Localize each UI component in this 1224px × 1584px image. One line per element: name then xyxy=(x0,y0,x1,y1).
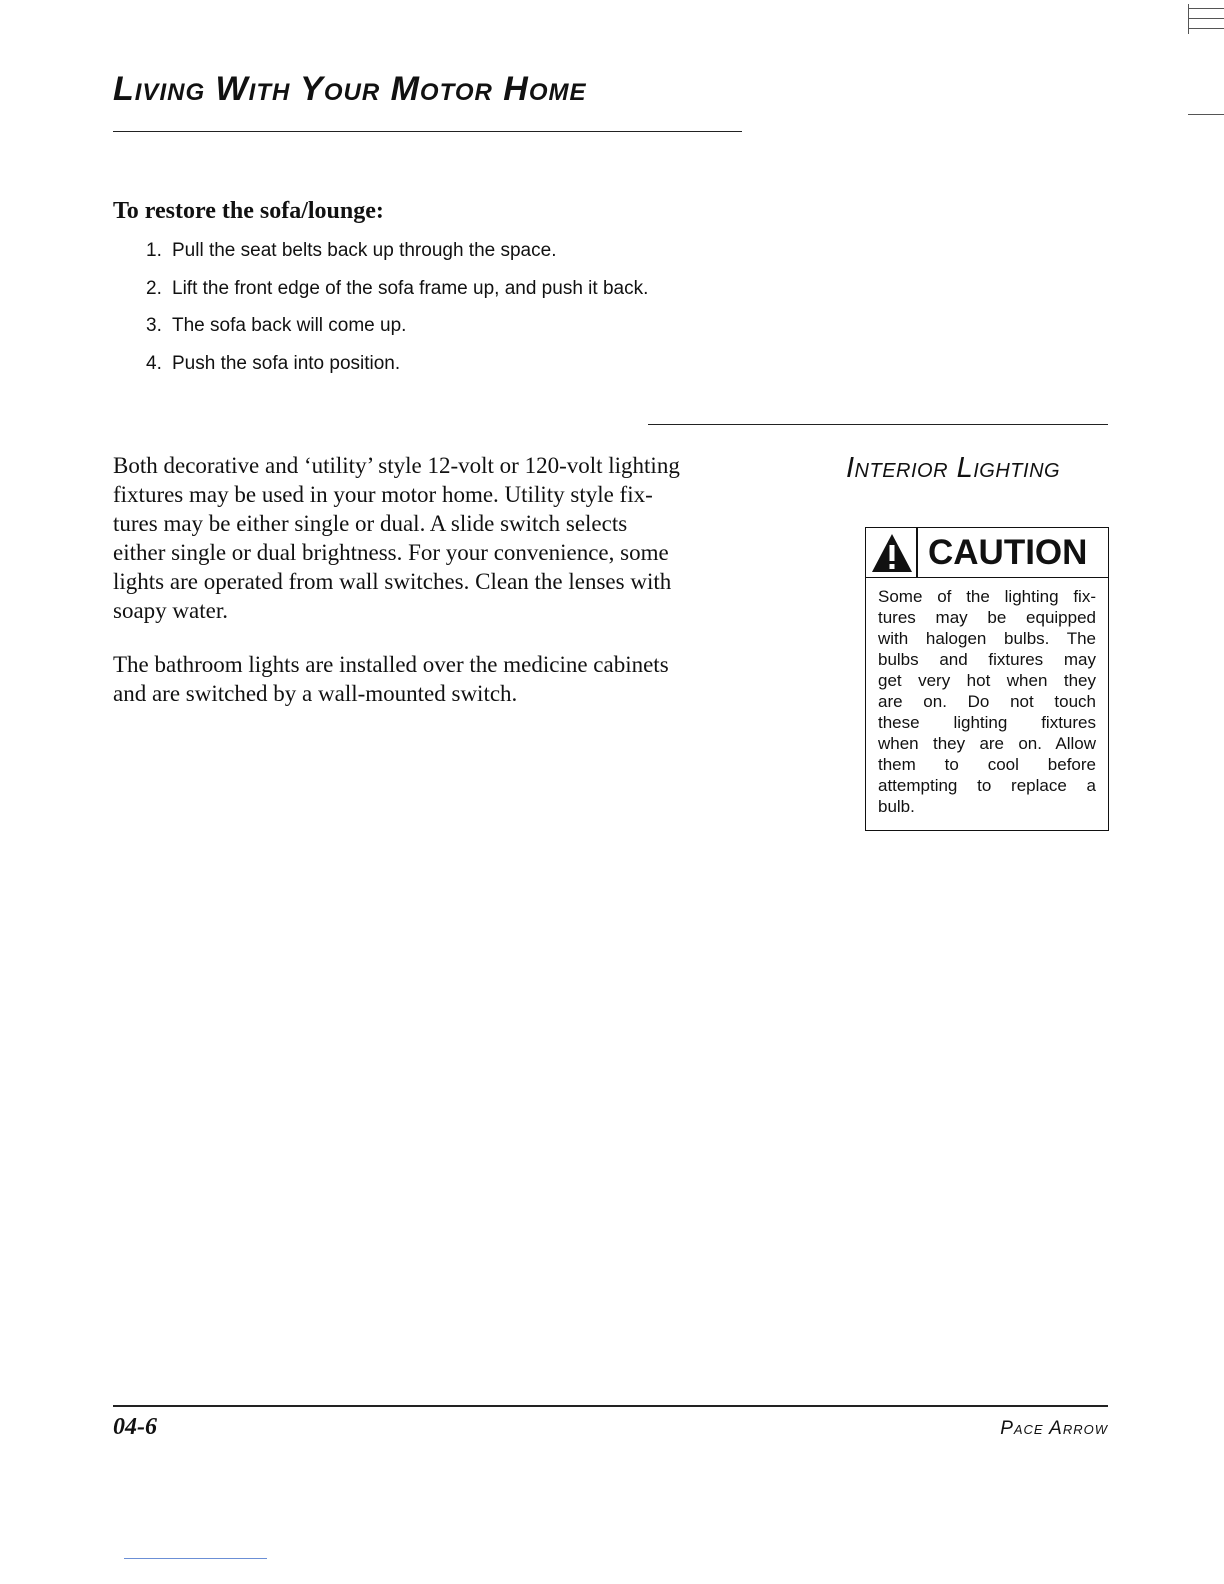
restore-heading: To restore the sofa/lounge: xyxy=(113,198,384,224)
caution-label: CAUTION xyxy=(928,533,1088,572)
scan-edge-mark xyxy=(1188,114,1224,115)
list-item: 1. Pull the seat belts back up through the space. xyxy=(146,240,557,261)
footer-rule xyxy=(113,1405,1108,1407)
bathroom-lights-paragraph: The bathroom lights are installed over the medicine cabinets and are switched by a wall-mounted switch. xyxy=(113,652,669,706)
header-rule xyxy=(113,131,742,132)
scan-corner-mark xyxy=(1182,4,1224,34)
list-item: 2. Lift the front edge of the sofa frame up, and push it back. xyxy=(146,277,649,299)
caution-divider xyxy=(916,528,918,577)
warning-triangle-icon xyxy=(870,532,914,574)
lighting-paragraph: Both decorative and ‘utility’ style 12-volt or 120-volt lighting fixtures may be used in your motor home. Utility style fix- tures may be either single or dual. A slide switch selects either single or dual brightness. For your convenience, some lights are operated from wall switches. Clean the lenses with soapy water. xyxy=(113,453,680,623)
caution-box xyxy=(865,527,1109,831)
scan-blue-line xyxy=(124,1558,267,1559)
section-rule xyxy=(648,424,1108,425)
restore-steps-list xyxy=(146,238,648,388)
page-number: 04-6 xyxy=(113,1414,157,1440)
list-item: 3. The sofa back will come up. xyxy=(146,315,407,336)
product-name: Pace Arrow xyxy=(1000,1418,1108,1439)
section-title: Interior Lighting xyxy=(846,452,1061,484)
caution-text: Some of the lighting fix- tures may be equipped with halogen bulbs. The bulbs and fixtures may get very hot when they are on. Do not touch these lighting fixtures when they are on. Allow them to cool before attempting to replace a bulb. xyxy=(878,587,1096,816)
list-item: 4. Push the sofa into position. xyxy=(146,352,401,374)
chapter-title: Living With Your Motor Home xyxy=(113,70,587,108)
caution-header xyxy=(866,528,1108,578)
